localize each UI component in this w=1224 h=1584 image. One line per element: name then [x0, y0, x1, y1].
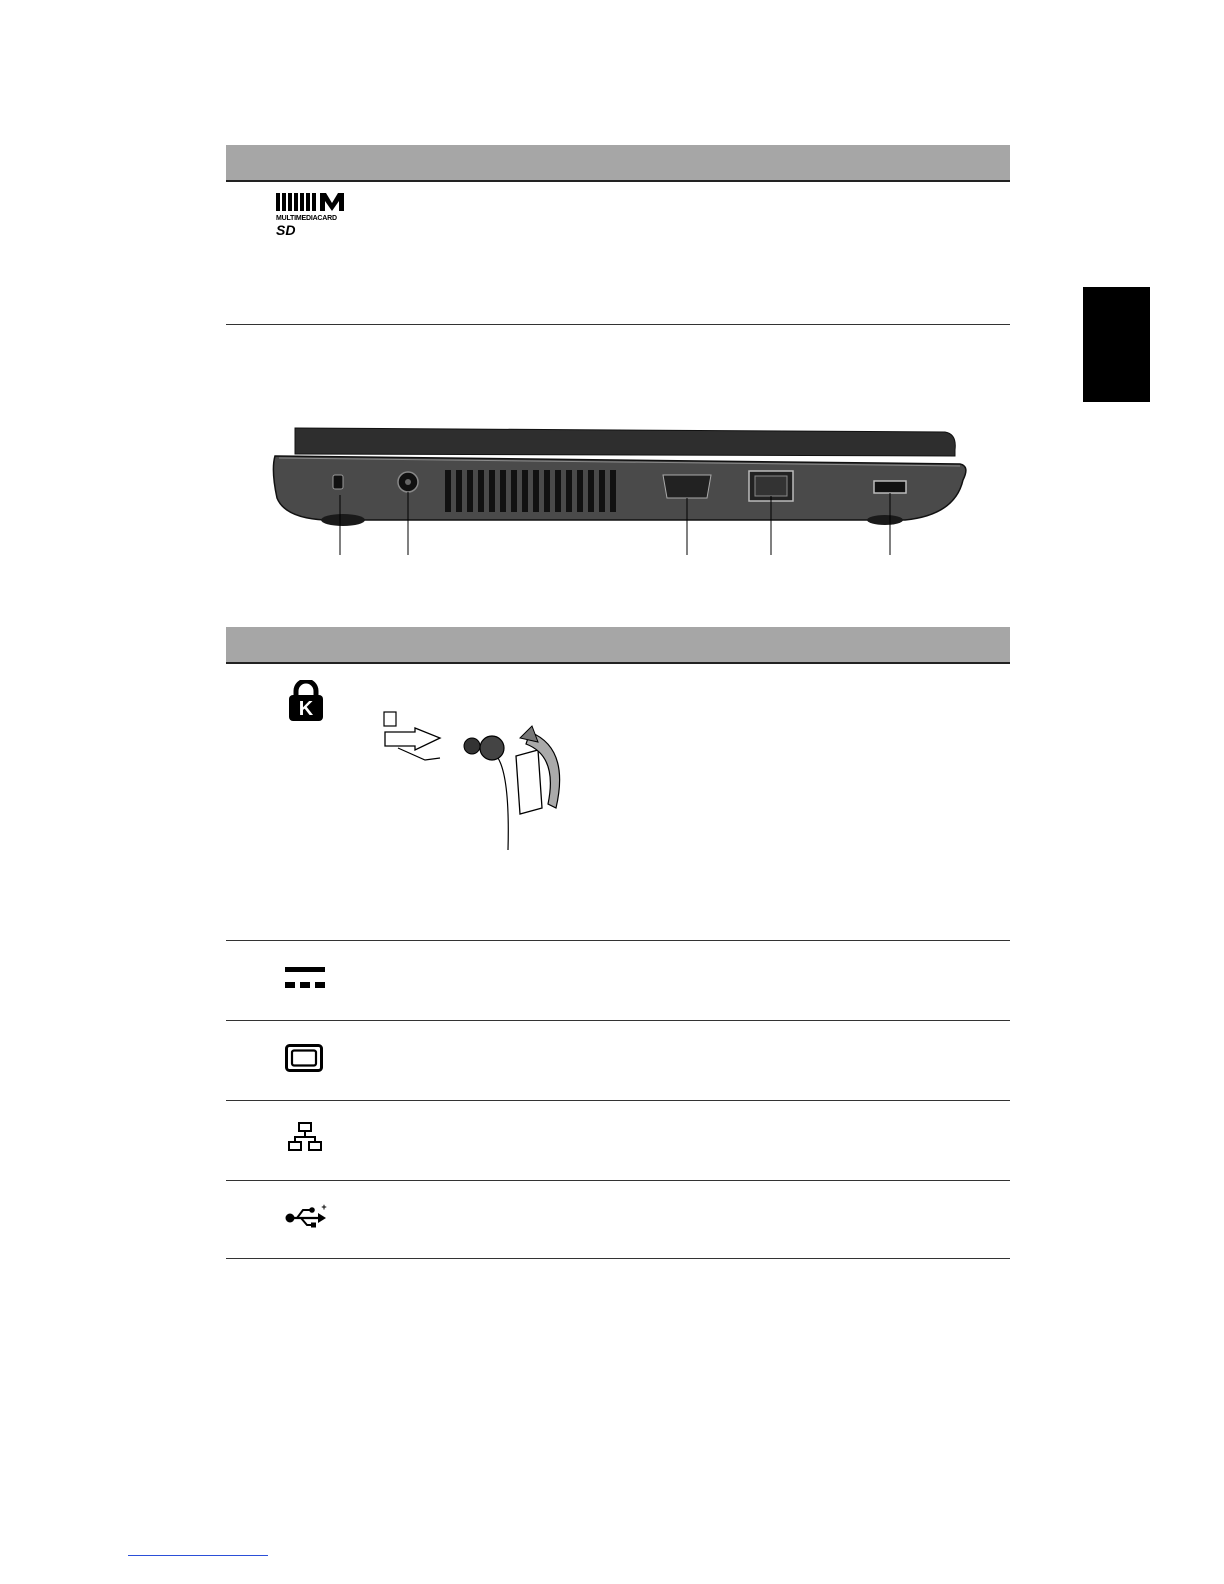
table-rule: [226, 1258, 1010, 1259]
laptop-left-view-image: [265, 420, 970, 560]
mmc-bars-graphic: [276, 193, 346, 213]
sd-logo-text: SD: [276, 222, 296, 238]
card-reader-logo: [276, 193, 352, 239]
side-tab: [1083, 287, 1150, 402]
footer-link-rule[interactable]: [128, 1555, 268, 1556]
table-rule: [226, 1100, 1010, 1101]
table-header-band-bottom: [226, 627, 1010, 664]
kensington-lock-icon: [288, 680, 324, 722]
svg-text:K: K: [298, 698, 314, 720]
table-header-band-top: [226, 145, 1010, 182]
lock-cable-illustration: [380, 708, 580, 850]
table-rule: [226, 940, 1010, 941]
mmc-logo-text: MULTIMEDIACARD: [276, 215, 337, 222]
usb-icon: [284, 1204, 328, 1230]
dc-in-icon: [285, 967, 325, 993]
external-display-icon: [285, 1044, 323, 1072]
table-rule: [226, 1180, 1010, 1181]
svg-text:+: +: [321, 1204, 327, 1212]
table-rule: [226, 324, 1010, 325]
ethernet-icon: [288, 1122, 322, 1152]
table-rule: [226, 1020, 1010, 1021]
